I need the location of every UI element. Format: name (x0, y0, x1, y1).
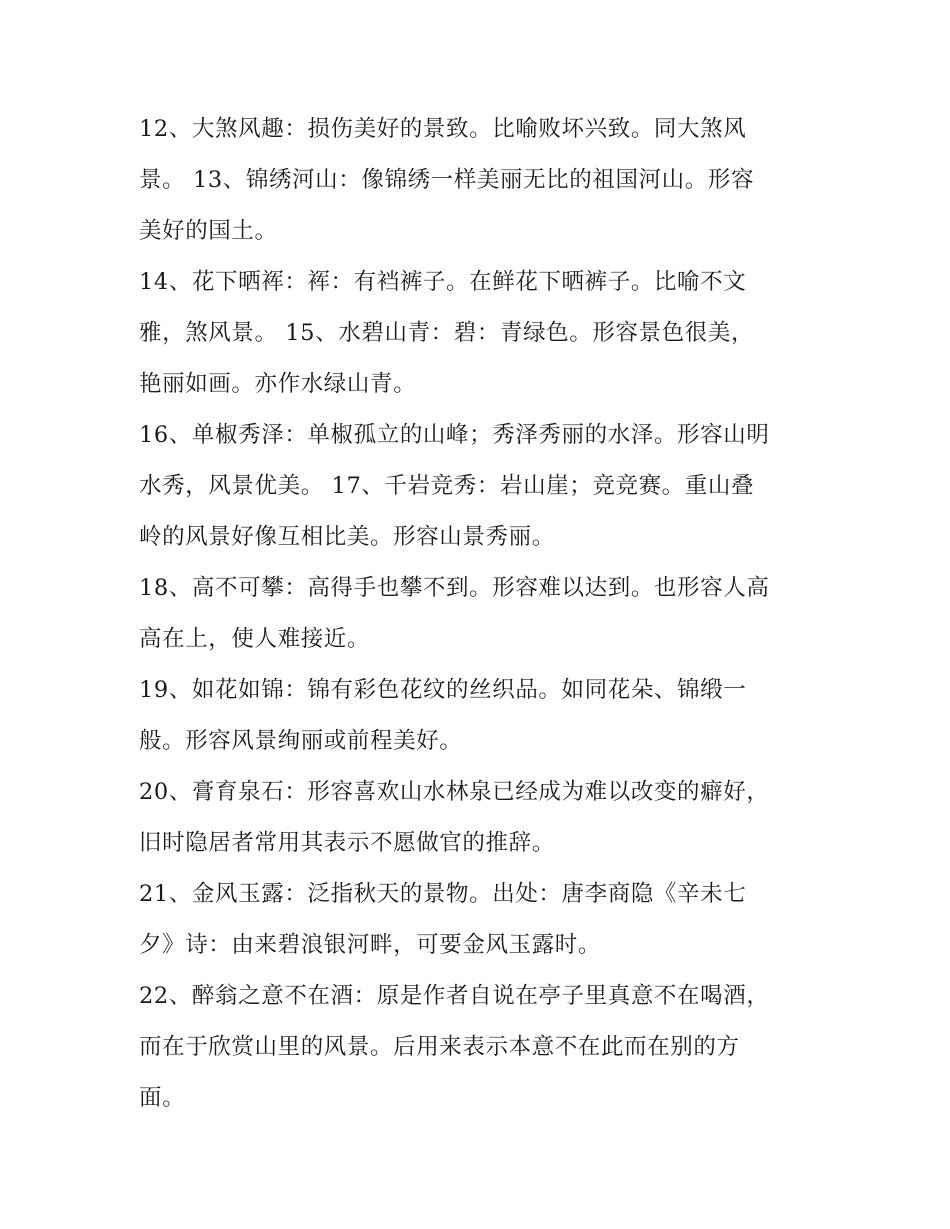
text-line: 19、如花如锦：锦有彩色花纹的丝织品。如同花朵、锦缎一 (139, 677, 747, 703)
text-line: 旧时隐居者常用其表示不愿做官的推辞。 (139, 830, 555, 856)
text-line: 景。 13、锦绣河山：像锦绣一样美丽无比的祖国河山。形容 (139, 167, 755, 193)
text-line: 20、膏育泉石：形容喜欢山水林泉已经成为难以改变的癖好， (139, 779, 770, 805)
text-line: 而在于欣赏山里的风景。后用来表示本意不在此而在别的方 (139, 1034, 740, 1060)
text-line: 艳丽如画。亦作水绿山青。 (139, 371, 417, 397)
text-line: 岭的风景好像互相比美。形容山景秀丽。 (139, 524, 555, 550)
text-line: 雅，煞风景。 15、水碧山青：碧：青绿色。形容景色很美， (139, 320, 755, 346)
text-line: 夕》诗：由来碧浪银河畔，可要金风玉露时。 (139, 932, 602, 958)
document-body (139, 104, 819, 1124)
text-line: 18、高不可攀：高得手也攀不到。形容难以达到。也形容人高 (139, 575, 770, 601)
text-line: 12、大煞风趣：损伤美好的景致。比喻败坏兴致。同大煞风 (139, 116, 747, 142)
text-line: 高在上，使人难接近。 (139, 626, 371, 652)
text-line: 般。形容风景绚丽或前程美好。 (139, 728, 463, 754)
text-line: 22、醉翁之意不在酒：原是作者自说在亭子里真意不在喝酒， (139, 983, 770, 1009)
text-line: 21、金风玉露：泛指秋天的景物。出处：唐李商隐《辛未七 (139, 881, 747, 907)
text-line: 16、单椒秀泽：单椒孤立的山峰；秀泽秀丽的水泽。形容山明 (139, 422, 770, 448)
text-line: 14、花下晒裈：裈：有裆裤子。在鲜花下晒裤子。比喻不文 (139, 269, 747, 295)
text-line: 水秀，风景优美。 17、千岩竞秀：岩山崖；竞竞赛。重山叠 (139, 473, 755, 499)
text-line: 面。 (139, 1085, 186, 1111)
text-line: 美好的国土。 (139, 218, 278, 244)
